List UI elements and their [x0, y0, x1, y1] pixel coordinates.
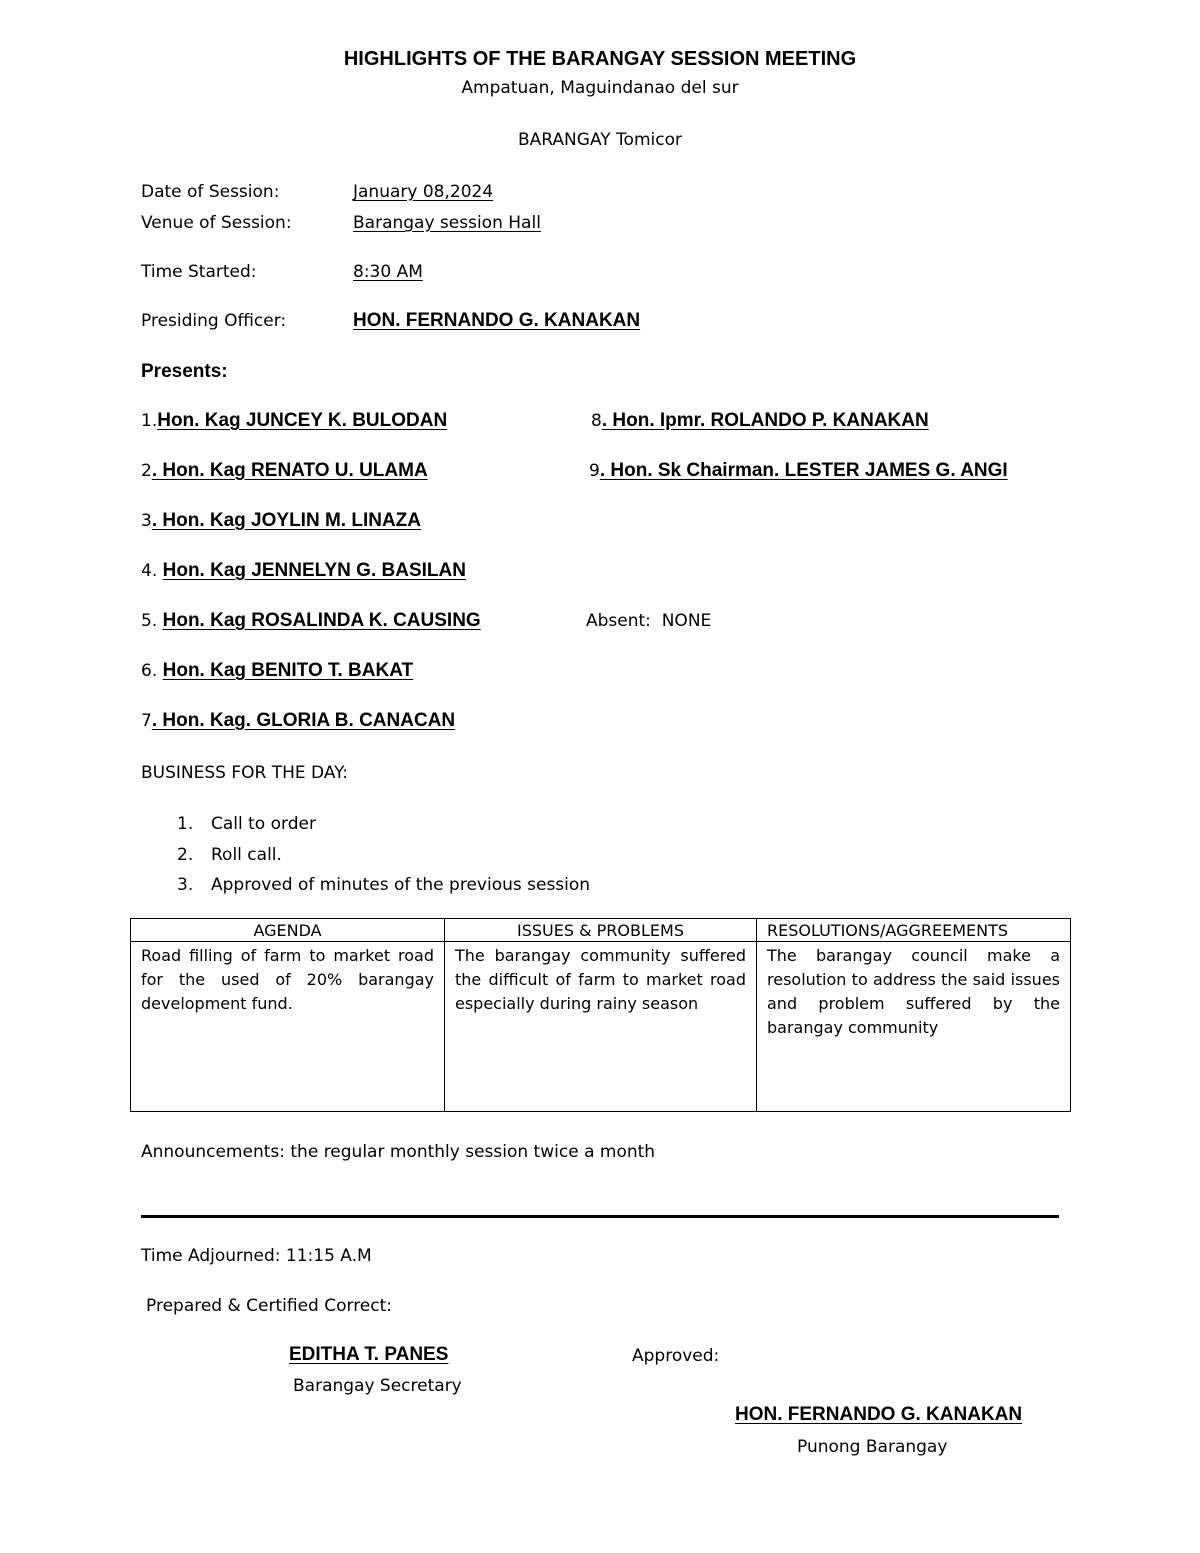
- member-3: [141, 510, 421, 532]
- table-row: [131, 942, 1071, 1112]
- member-number: 7: [141, 711, 152, 731]
- announcements-text: the regular monthly session twice a month: [290, 1142, 656, 1162]
- date-value: January 08,2024: [353, 182, 494, 202]
- presiding-officer-label: Presiding Officer:: [141, 311, 287, 331]
- member-6: [141, 660, 413, 682]
- member-4: [141, 560, 466, 582]
- venue-value: Barangay session Hall: [353, 213, 541, 233]
- list-item: [177, 840, 590, 871]
- member-5: [141, 610, 481, 632]
- member-name: . Hon. Ipmr. ROLANDO P. KANAKAN: [601, 410, 929, 431]
- list-item: [177, 809, 590, 840]
- member-number: 6.: [141, 661, 163, 681]
- location-subtitle: Ampatuan, Maguindanao del sur: [461, 78, 739, 98]
- presiding-officer-value: HON. FERNANDO G. KANAKAN: [353, 310, 641, 331]
- member-number: 5.: [141, 611, 163, 631]
- member-number: 3: [141, 511, 152, 531]
- secretary-title: Barangay Secretary: [293, 1376, 462, 1396]
- time-started-value: 8:30 AM: [353, 262, 423, 282]
- member-1: [141, 410, 447, 432]
- announcements-line: [141, 1142, 655, 1162]
- absent-line: [586, 611, 711, 631]
- absent-value: NONE: [661, 611, 712, 631]
- absent-label: Absent:: [586, 611, 651, 631]
- divider-line: [141, 1215, 1059, 1218]
- adjourned-value: 11:15 A.M: [285, 1246, 372, 1266]
- member-number: 1.: [141, 411, 158, 431]
- member-name: . Hon. Sk Chairman. LESTER JAMES G. ANGI: [599, 460, 1008, 481]
- member-2: [141, 460, 428, 482]
- column-header-resolutions: RESOLUTIONS/AGGREEMENTS: [757, 919, 1071, 942]
- approved-label: Approved:: [632, 1346, 720, 1366]
- item-text: Approved of minutes of the previous session: [211, 875, 591, 895]
- item-number: 2.: [177, 844, 194, 865]
- agenda-cell: Road filling of farm to market road for the used of 20% barangay development fund.: [131, 942, 445, 1112]
- table-header-row: [131, 919, 1071, 942]
- column-header-issues: ISSUES & PROBLEMS: [445, 919, 757, 942]
- member-9: [589, 460, 1008, 482]
- item-number: 3.: [177, 875, 194, 895]
- adjourned-line: [141, 1246, 372, 1266]
- member-name: . Hon. Kag RENATO U. ULAMA: [151, 460, 428, 481]
- member-name: Hon. Kag JUNCEY K. BULODAN: [157, 410, 448, 431]
- member-8: [591, 410, 929, 432]
- item-text: Roll call.: [211, 844, 282, 865]
- member-name: Hon. Kag ROSALINDA K. CAUSING: [162, 610, 481, 631]
- barangay-name: BARANGAY Tomicor: [518, 130, 682, 150]
- venue-label: Venue of Session:: [141, 213, 292, 233]
- business-list: [141, 809, 590, 901]
- member-number: 2: [141, 461, 152, 481]
- page-title: HIGHLIGHTS OF THE BARANGAY SESSION MEETING: [343, 48, 857, 70]
- member-name: . Hon. Kag JOYLIN M. LINAZA: [151, 510, 421, 531]
- resolutions-cell: The barangay council make a resolution to address the said issues and problem suffered by the barangay community: [757, 942, 1071, 1112]
- item-number: 1.: [177, 814, 194, 834]
- presents-label: Presents:: [141, 361, 228, 382]
- business-label: BUSINESS FOR THE DAY:: [141, 763, 348, 783]
- adjourned-label: Time Adjourned:: [141, 1246, 281, 1266]
- date-label: Date of Session:: [141, 182, 280, 202]
- member-name: Hon. Kag JENNELYN G. BASILAN: [162, 560, 466, 581]
- announcements-label: Announcements:: [141, 1142, 285, 1162]
- secretary-name: EDITHA T. PANES: [289, 1344, 449, 1365]
- member-number: 9: [589, 461, 600, 481]
- captain-name: HON. FERNANDO G. KANAKAN: [735, 1404, 1023, 1425]
- member-7: [141, 710, 455, 732]
- member-number: 8: [591, 411, 602, 431]
- list-item: [177, 870, 591, 901]
- issues-cell: The barangay community suffered the difficult of farm to market road especially during rainy season: [445, 942, 757, 1112]
- captain-title: Punong Barangay: [797, 1437, 948, 1457]
- prepared-label: Prepared & Certified Correct:: [146, 1296, 393, 1316]
- member-name: Hon. Kag BENITO T. BAKAT: [162, 660, 414, 681]
- member-name: . Hon. Kag. GLORIA B. CANACAN: [151, 710, 456, 731]
- item-text: Call to order: [211, 814, 316, 834]
- agenda-table: [130, 918, 1071, 1112]
- time-started-label: Time Started:: [141, 262, 257, 282]
- member-number: 4.: [141, 561, 163, 581]
- column-header-agenda: AGENDA: [131, 919, 445, 942]
